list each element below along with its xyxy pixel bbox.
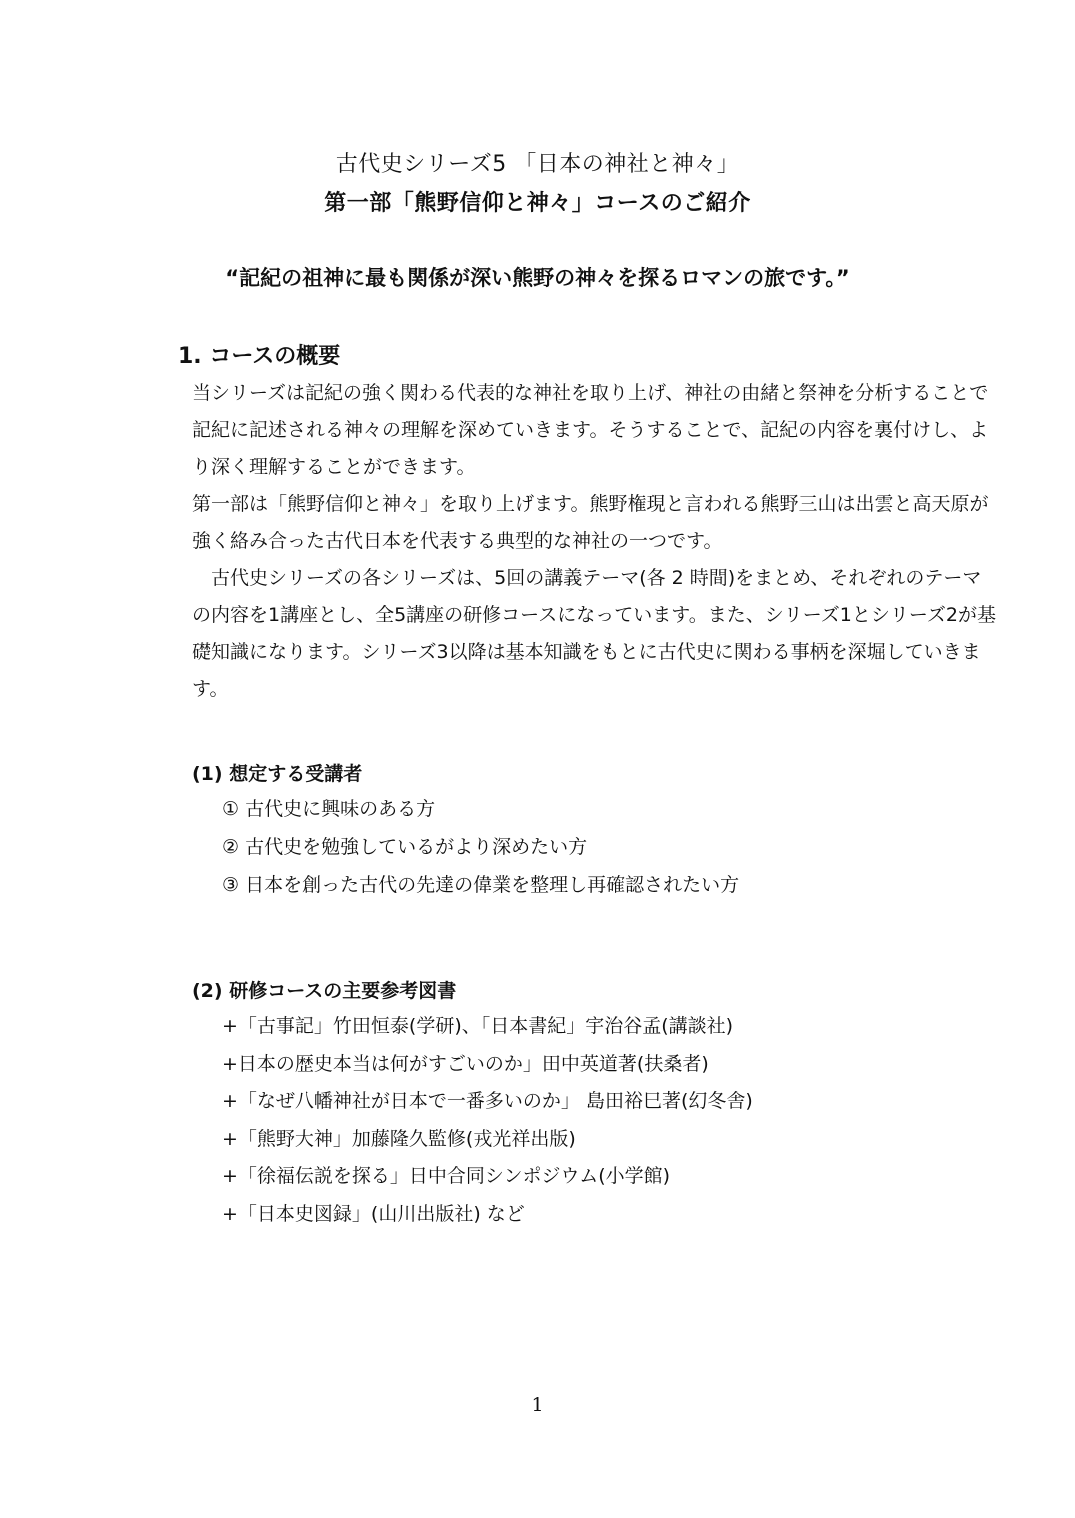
list-item: +「なぜ八幡神社が日本で一番多いのか」 島田裕巳著(幻冬舎): [222, 1090, 753, 1112]
list-item: +「熊野大神」加藤隆久監修(戎光祥出版): [222, 1127, 576, 1150]
document-title-line1: 古代史シリーズ5 「日本の神社と神々」: [335, 152, 740, 177]
subheading-references: (2) 研修コースの主要参考図書: [192, 980, 457, 1002]
overview-paragraph: 古代史シリーズの各シリーズは、5回の講義テーマ(各 2 時間)をまとめ、それぞれのテーマの内容を1講座とし、全5講座の研修コースになっています。また、シリーズ1とシリーズ2が基礎知識になります。シリーズ3以降は基本知識をもとに古代史に関わる事柄を深堀していきます。: [192, 567, 996, 700]
page-number: 1: [531, 1394, 544, 1416]
list-item: +「古事記」竹田恒泰(学研)、「日本書紀」宇治谷孟(講談社): [222, 1015, 734, 1037]
section-heading-overview: 1. コースの概要: [178, 344, 341, 369]
overview-paragraph: 第一部は「熊野信仰と神々」を取り上げます。熊野権現と言われる熊野三山は出雲と高天原が強く絡み合った古代日本を代表する典型的な神社の一つです。: [192, 493, 989, 552]
list-item: +「日本史図録」(山川出版社) など: [222, 1202, 525, 1225]
reference-list: [222, 1008, 753, 1233]
list-item: ③ 日本を創った古代の先達の偉業を整理し再確認されたい方: [222, 874, 740, 896]
list-item: ① 古代史に興味のある方: [222, 798, 436, 820]
list-item: +日本の歴史本当は何がすごいのか」田中英道著(扶桑者): [222, 1052, 709, 1075]
catchphrase: “記紀の祖神に最も関係が深い熊野の神々を探るロマンの旅です。”: [225, 266, 850, 290]
audience-list: [222, 790, 739, 904]
subheading-target-audience: (1) 想定する受講者: [192, 763, 363, 785]
list-item: ② 古代史を勉強しているがより深めたい方: [222, 836, 588, 858]
list-item: +「徐福伝説を探る」日中合同シンポジウム(小学館): [222, 1165, 671, 1187]
document-title-line2: 第一部「熊野信仰と神々」コースのご紹介: [324, 191, 751, 216]
overview-paragraph: 当シリーズは記紀の強く関わる代表的な神社を取り上げ、神社の由緒と祭神を分析することで記紀に記述される神々の理解を深めていきます。そうすることで、記紀の内容を裏付けし、より深く理解することができます。: [192, 382, 989, 478]
